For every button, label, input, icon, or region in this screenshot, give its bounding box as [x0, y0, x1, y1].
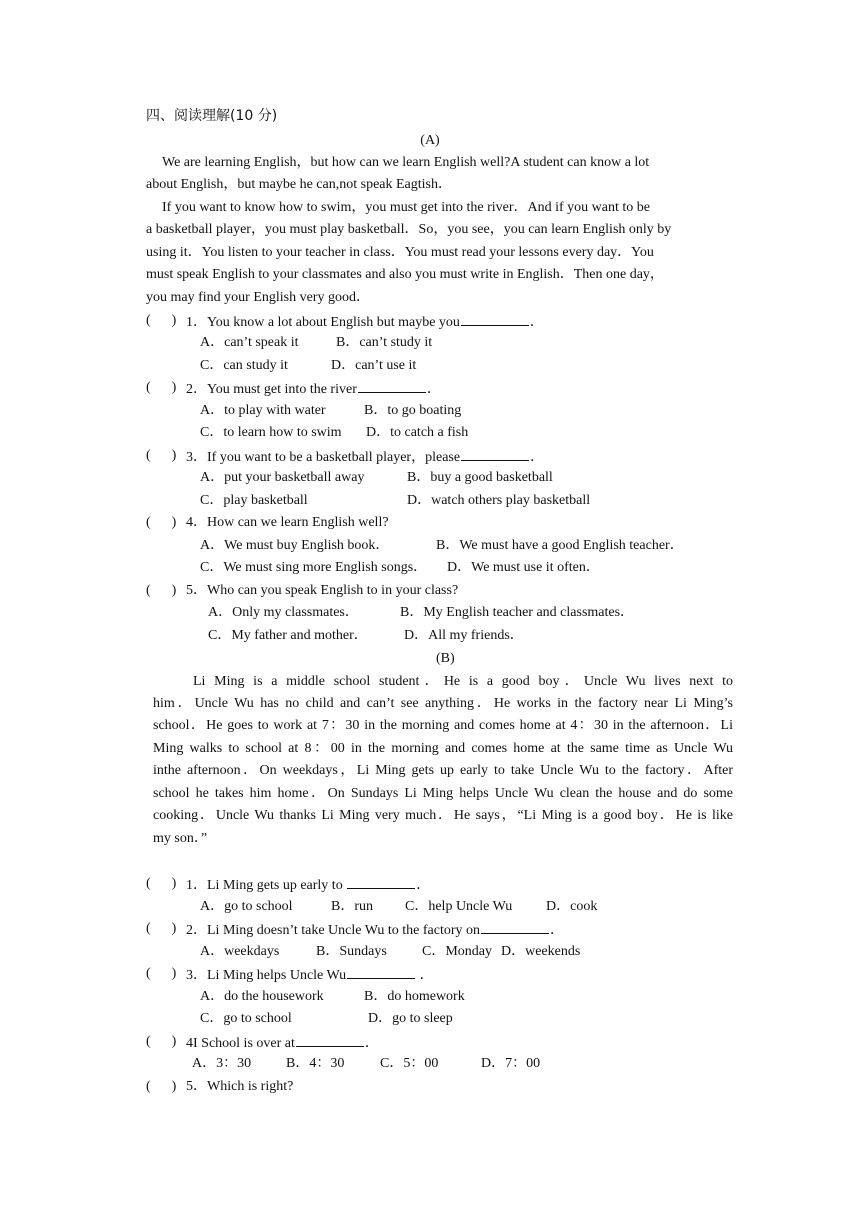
passage-a-label: (A) [420, 133, 440, 148]
option-c: C．play basketball [200, 493, 308, 508]
passage-a-line: about English，but maybe he can,not speak Eagtish． [146, 177, 452, 192]
option-d: D．We must use it often． [447, 560, 600, 575]
passage-b-line: Ming walks to school at 8：00 in the morning and comes home at the same time as Uncle Wu [153, 741, 733, 756]
option-a: A．Only my classmates． [208, 605, 359, 620]
option-d: D．to catch a fish [366, 425, 469, 440]
passage-b-label: (B) [436, 651, 455, 666]
option-a: A．do the housework [200, 989, 324, 1004]
answer-paren[interactable]: ( ) [146, 448, 177, 463]
answer-blank[interactable] [358, 378, 426, 393]
question-stem: 5．Who can you speak English to in your class? [186, 583, 459, 598]
option-b: B．Sundays [316, 944, 387, 959]
option-c: C．5：00 [380, 1056, 439, 1071]
question-stem: 5．Which is right? [186, 1079, 294, 1094]
option-b: B．to go boating [364, 403, 462, 418]
passage-b-line: inthe afternoon．On weekdays，Li Ming gets up early to take Uncle Wu to the factory．After [153, 763, 733, 778]
passage-b-line: Li Ming is a middle school student．He is a good boy．Uncle Wu lives next to [193, 674, 733, 689]
passage-b-line: him．Uncle Wu has no child and can’t see anything．He works in the factory near Li Ming’s [153, 696, 733, 711]
option-a: A．put your basketball away [200, 470, 365, 485]
option-d: D．watch others play basketball [407, 493, 591, 508]
option-c: C．to learn how to swim [200, 425, 342, 440]
passage-b-line: cooking．Uncle Wu thanks Li Ming very much．He says，“Li Ming is a good boy．He is like [153, 808, 733, 823]
answer-paren[interactable]: ( ) [146, 515, 177, 530]
option-c: C．Monday [422, 944, 492, 959]
option-a: A．weekdays [200, 944, 280, 959]
question-stem: 4I School is over at ． [186, 1032, 379, 1052]
passage-a-line: We are learning English，but how can we learn English well?A student can know a lot [162, 155, 650, 170]
passage-b-line: school he takes him home．On Sundays Li Ming helps Uncle Wu clean the house and do some [153, 786, 733, 801]
question-stem: 1．Li Ming gets up early to ． [186, 874, 430, 894]
option-d: D．can’t use it [331, 358, 417, 373]
passage-a-line: must speak English to your classmates and also you must write in English．Then one day， [146, 267, 664, 282]
answer-blank[interactable] [461, 446, 529, 461]
answer-blank[interactable] [481, 919, 549, 934]
option-d: D．All my friends． [404, 628, 524, 643]
passage-b-line: my son．” [153, 831, 208, 846]
option-b: B．My English teacher and classmates． [400, 605, 635, 620]
passage-a-line: you may find your English very good． [146, 290, 370, 305]
option-d: D．7：00 [481, 1056, 541, 1071]
section-title: 四、阅读理解(10 分) [146, 108, 278, 124]
answer-blank[interactable] [347, 964, 415, 979]
answer-paren[interactable]: ( ) [146, 876, 177, 891]
answer-paren[interactable]: ( ) [146, 313, 177, 328]
answer-paren[interactable]: ( ) [146, 921, 177, 936]
option-b: B．buy a good basketball [407, 470, 553, 485]
option-b: B．run [331, 899, 373, 914]
answer-paren[interactable]: ( ) [146, 1079, 177, 1094]
option-a: A．We must buy English book． [200, 538, 390, 553]
answer-blank[interactable] [347, 874, 415, 889]
question-stem: 2．Li Ming doesn’t take Uncle Wu to the factory on ． [186, 919, 564, 939]
answer-blank[interactable] [296, 1032, 364, 1047]
option-c: C．can study it [200, 358, 288, 373]
question-stem: 1．You know a lot about English but maybe you ． [186, 311, 544, 331]
passage-b-line: school．He goes to work at 7：30 in the morning and comes home at 4：30 in the afternoon．Li [153, 718, 733, 733]
option-c: C．We must sing more English songs． [200, 560, 428, 575]
option-c: C．go to school [200, 1011, 292, 1026]
question-stem: 3．If you want to be a basketball player，please ． [186, 446, 544, 466]
answer-paren[interactable]: ( ) [146, 966, 177, 981]
question-stem: 4．How can we learn English well? [186, 515, 389, 530]
option-a: A．to play with water [200, 403, 326, 418]
option-b: B．4：30 [286, 1056, 345, 1071]
answer-blank[interactable] [461, 311, 529, 326]
option-a: A．can’t speak it [200, 335, 299, 350]
question-stem: 3．Li Ming helps Uncle Wu ． [186, 964, 434, 984]
option-d: D．cook [546, 899, 598, 914]
option-a: A．go to school [200, 899, 293, 914]
option-b: B．can’t study it [336, 335, 433, 350]
option-d: D．go to sleep [368, 1011, 453, 1026]
option-a: A．3：30 [192, 1056, 252, 1071]
option-c: C．My father and mother． [208, 628, 368, 643]
passage-a-line: a basketball player，you must play basketball．So，you see，you can learn English only by [146, 222, 672, 237]
passage-a-line: using it．You listen to your teacher in class．You must read your lessons every day．You [146, 245, 654, 260]
option-c: C．help Uncle Wu [405, 899, 513, 914]
question-stem: 2．You must get into the river ． [186, 378, 441, 398]
option-d: D．weekends [501, 944, 581, 959]
option-b: B．do homework [364, 989, 465, 1004]
answer-paren[interactable]: ( ) [146, 1034, 177, 1049]
passage-a-line: If you want to know how to swim，you must get into the river．And if you want to be [162, 200, 650, 215]
answer-paren[interactable]: ( ) [146, 583, 177, 598]
answer-paren[interactable]: ( ) [146, 380, 177, 395]
option-b: B．We must have a good English teacher． [436, 538, 684, 553]
